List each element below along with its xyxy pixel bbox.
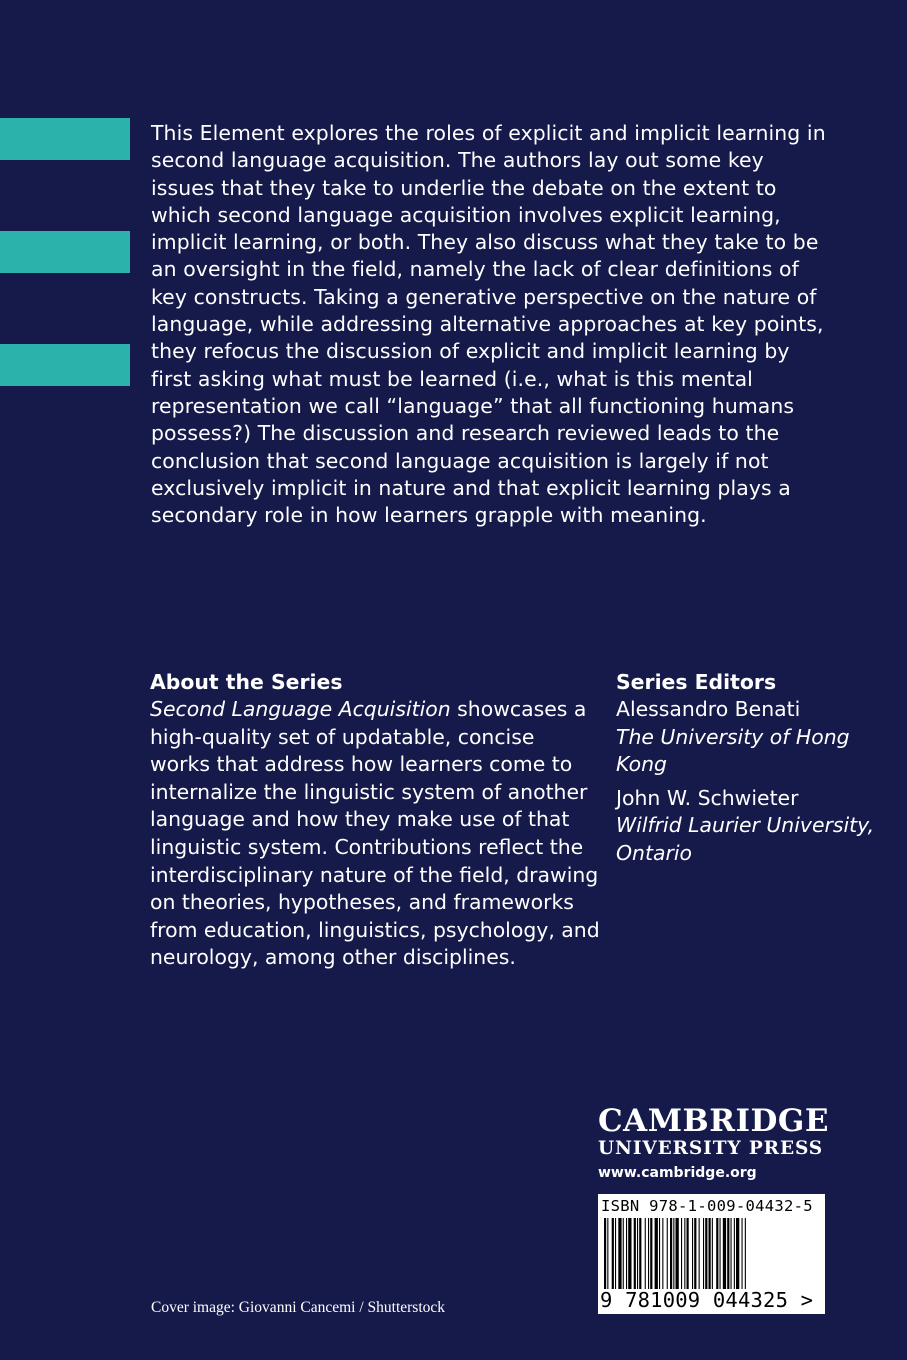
isbn-barcode xyxy=(598,1194,825,1314)
barcode-bar xyxy=(659,1218,660,1294)
barcode-bar xyxy=(709,1218,711,1294)
series-editors-heading: Series Editors xyxy=(616,670,777,694)
accent-bar-top xyxy=(0,118,130,160)
barcode-bar xyxy=(745,1218,746,1294)
barcode-bar xyxy=(615,1218,616,1294)
about-series-description: showcases a high-quality set of updatable, concise works that address how learners come to internalize the linguistic system of another language and how they make use of that linguistic system. Contributions reflect the interdisciplinary nature of the field, drawing on theories, hypotheses, and frameworks from education, linguistics, psychology, and neurology, among other disciplines. xyxy=(150,697,600,970)
barcode-bar xyxy=(607,1218,608,1294)
publisher-logo xyxy=(598,1104,828,1183)
barcode-bar xyxy=(618,1218,621,1294)
barcode-bar xyxy=(716,1218,718,1294)
editor-affiliation: Wilfrid Laurier University, Ontario xyxy=(616,813,875,865)
about-series-text xyxy=(150,696,600,972)
barcode-bar xyxy=(650,1218,652,1294)
barcode-bar xyxy=(655,1218,658,1294)
barcode-bar xyxy=(687,1218,689,1294)
accent-bar-bottom xyxy=(0,344,130,386)
barcode-bar xyxy=(662,1218,663,1294)
barcode-bar xyxy=(742,1218,743,1294)
accent-bar-middle xyxy=(0,231,130,273)
publisher-subtitle: UNIVERSITY PRESS xyxy=(598,1138,824,1159)
barcode-bar xyxy=(612,1218,614,1294)
editor-name: Alessandro Benati xyxy=(616,697,801,721)
barcode-bar xyxy=(645,1218,646,1294)
series-name: Second Language Acquisition xyxy=(150,697,451,721)
barcode-bar xyxy=(676,1218,679,1294)
barcode-bar xyxy=(673,1218,674,1294)
publisher-name: CAMBRIDGE xyxy=(598,1103,829,1139)
series-editors-section xyxy=(616,668,876,868)
barcode-bar xyxy=(648,1218,649,1294)
barcode-bar xyxy=(634,1218,636,1294)
about-series-heading: About the Series xyxy=(150,670,343,694)
publisher-url: www.cambridge.org xyxy=(598,1165,757,1181)
barcode-bar xyxy=(712,1218,713,1294)
barcode-bar xyxy=(705,1218,707,1294)
barcode-bar xyxy=(731,1218,732,1294)
about-series-section xyxy=(150,668,600,972)
barcode-bar xyxy=(720,1218,721,1294)
barcode-bar xyxy=(703,1218,704,1294)
editor-name: John W. Schwieter xyxy=(616,785,799,810)
barcode-bar xyxy=(623,1218,624,1294)
barcode-bar xyxy=(694,1218,696,1294)
barcode-bar xyxy=(727,1218,729,1294)
barcode-bar xyxy=(736,1218,739,1294)
barcode-bar xyxy=(681,1218,682,1294)
editor-affiliation: The University of Hong Kong xyxy=(616,724,850,777)
barcode-bar xyxy=(637,1218,638,1294)
barcode-bar xyxy=(670,1218,672,1294)
barcode-bar xyxy=(604,1218,606,1294)
editor-entry xyxy=(616,785,876,868)
barcode-bar xyxy=(667,1218,668,1294)
barcode-bar xyxy=(699,1218,700,1294)
barcode-bar xyxy=(628,1218,631,1294)
editor-entry xyxy=(616,696,876,779)
barcode-bar xyxy=(692,1218,693,1294)
book-blurb: This Element explores the roles of explicit and implicit learning in second language acquisition. The authors lay out some key issues that they take to underlie the debate on the extent to which second language acquisition involves explicit learning, implicit learning, or both. They also discuss what they take to be an oversight in the field, namely the lack of clear definitions of key constructs. Taking a generative perspective on the nature of language, while addressing alternative approaches at key points, they refocus the discussion of explicit and implicit learning by first asking what must be learned (i.e., what is this mental representation we call “language” that all functioning humans possess?) The discussion and research reviewed leads to the conclusion that second language acquisition is largely if not exclusively implicit in nature and that explicit learning plays a secondary role in how learners grapple with meaning. xyxy=(151,121,826,528)
barcode-bars xyxy=(604,1218,819,1294)
barcode-bar xyxy=(684,1218,685,1294)
barcode-bar xyxy=(723,1218,726,1294)
barcode-bar xyxy=(639,1218,641,1294)
barcode-bar xyxy=(626,1218,627,1294)
isbn-label: ISBN 978-1-009-04432-5 xyxy=(601,1197,813,1215)
barcode-bar xyxy=(734,1218,735,1294)
barcode-digits: 9 781009 044325 > xyxy=(598,1289,825,1311)
cover-image-credit: Cover image: Giovanni Cancemi / Shutterstock xyxy=(151,1299,446,1316)
